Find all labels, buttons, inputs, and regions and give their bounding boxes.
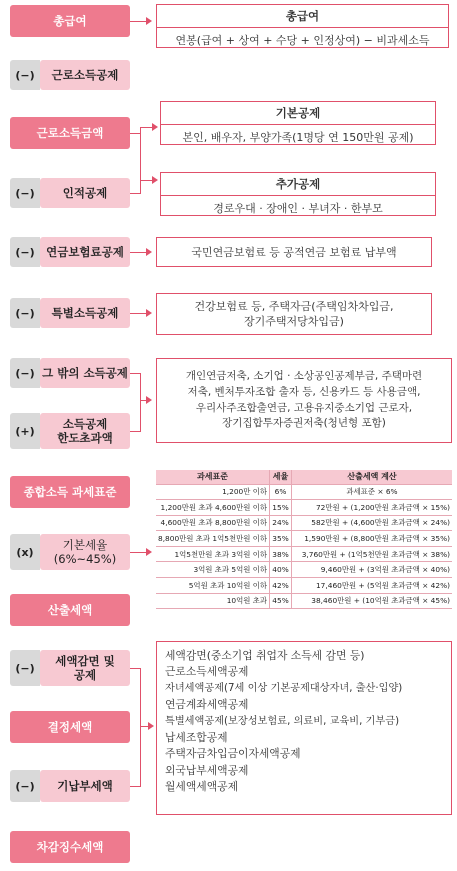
minus-sign: (−) — [10, 650, 40, 686]
arrow-right-icon — [152, 176, 158, 184]
plus-sign: (+) — [10, 413, 40, 449]
connector — [130, 373, 140, 374]
table-header-row — [156, 470, 452, 484]
table-cell: 24% — [270, 515, 292, 531]
additional-deduction-title: 추가공제 — [161, 173, 435, 196]
table-row — [156, 515, 452, 531]
credit-item: 외국납부세액공제 — [165, 763, 249, 777]
minus-sign: (−) — [10, 770, 40, 802]
table-row — [156, 578, 452, 594]
table-cell: 8,800만원 초과 1억5천만원 이하 — [156, 531, 270, 547]
table-header: 세율 — [270, 470, 292, 484]
table-cell: 72만원 + (1,200만원 초과금액 × 15%) — [292, 500, 452, 516]
connector — [130, 21, 146, 22]
table-cell: 1억5천만원 초과 3억원 이하 — [156, 546, 270, 562]
table-cell: 40% — [270, 562, 292, 578]
minus-sign: (−) — [10, 358, 40, 388]
table-cell: 38,460만원 + (10억원 초과금액 × 45%) — [292, 593, 452, 609]
special-detail — [156, 293, 432, 335]
table-row — [156, 546, 452, 562]
arrow-right-icon — [146, 396, 152, 404]
arrow-right-icon — [152, 123, 158, 131]
table-header: 과세표준 — [156, 470, 270, 484]
gross-salary-detail — [156, 4, 449, 48]
calculated-tax-box: 산출세액 — [10, 594, 130, 626]
special-deduction-box: 특별소득공제 — [40, 298, 130, 328]
pension-deduction-box: 연금보험료공제 — [40, 237, 130, 267]
arrow-right-icon — [146, 309, 152, 317]
table-header: 산출세액 계산 — [292, 470, 452, 484]
connector — [130, 786, 140, 787]
credit-item: 연금계좌세액공제 — [165, 698, 249, 712]
table-cell: 6% — [270, 484, 292, 500]
table-row — [156, 484, 452, 500]
gross-salary-box: 총급여 — [10, 5, 130, 37]
connector — [130, 552, 146, 553]
table-row — [156, 531, 452, 547]
connector — [140, 373, 141, 432]
credit-item: 월세액세액공제 — [165, 780, 239, 794]
table-cell: 10억원 초과 — [156, 593, 270, 609]
credit-item: 세액감면(중소기업 취업자 소득세 감면 등) — [165, 649, 365, 662]
gross-salary-detail-body: 연봉(급여 + 상여 + 수당 + 인정상여) − 비과세소득 — [175, 34, 430, 47]
connector — [140, 127, 152, 128]
connector — [140, 180, 152, 181]
connector — [140, 726, 148, 727]
credit-item: 자녀세액공제(7세 이상 기본공제대상자녀, 출산·입양) — [165, 682, 403, 694]
pension-detail-text: 국민연금보험료 등 공적연금 보험료 납부액 — [191, 246, 397, 259]
earned-income-amount-box: 근로소득금액 — [10, 117, 130, 149]
connector — [130, 133, 140, 134]
personal-deduction-box: 인적공제 — [40, 178, 130, 208]
basic-deduction-detail — [160, 101, 436, 145]
table-row — [156, 562, 452, 578]
basic-deduction-body: 본인, 배우자, 부양가족(1명당 연 150만원 공제) — [182, 131, 414, 144]
minus-sign: (−) — [10, 298, 40, 328]
table-row — [156, 593, 452, 609]
additional-deduction-body: 경로우대 · 장애인 · 부녀자 · 한부모 — [213, 202, 383, 215]
table-cell: 4,600만원 초과 8,800만원 이하 — [156, 515, 270, 531]
excess-limit-box: 소득공제 한도초과액 — [40, 413, 130, 449]
arrow-right-icon — [146, 548, 152, 556]
table-cell: 582만원 + (4,600만원 초과금액 × 24%) — [292, 515, 452, 531]
table-cell: 38% — [270, 546, 292, 562]
additional-deduction-detail — [160, 172, 436, 216]
basic-rate-box: 기본세율 (6%~45%) — [40, 534, 130, 570]
credit-item: 특별세액공제(보장성보험료, 의료비, 교육비, 기부금) — [165, 715, 400, 727]
table-cell: 1,590만원 + (8,800만원 초과금액 × 35%) — [292, 531, 452, 547]
credit-item: 근로소득세액공제 — [165, 665, 249, 679]
table-cell: 3,760만원 + (1억5천만원 초과금액 × 38%) — [292, 546, 452, 562]
minus-sign: (−) — [10, 60, 40, 90]
table-cell: 9,460만원 + (3억원 초과금액 × 40%) — [292, 562, 452, 578]
table-cell: 5억원 초과 10억원 이하 — [156, 578, 270, 594]
pension-detail — [156, 237, 432, 267]
table-cell: 35% — [270, 531, 292, 547]
credit-item: 납세조합공제 — [165, 731, 228, 745]
other-deduction-detail — [156, 358, 452, 443]
table-row — [156, 500, 452, 516]
arrow-right-icon — [148, 722, 154, 730]
other-deduction-box: 그 밖의 소득공제 — [40, 358, 130, 388]
table-cell: 17,460만원 + (5억원 초과금액 × 42%) — [292, 578, 452, 594]
other-deduction-detail-text: 개인연금저축, 소기업 · 소상공인공제부금, 주택마련 저축, 벤처투자조합 출자 등, 신용카드 등 사용금액, 우리사주조합출연금, 고용유지중소기업 근로자, 장기집합투자증권저축(청년형 포함) — [185, 370, 423, 430]
final-tax-box: 차감징수세액 — [10, 831, 130, 863]
determined-tax-box: 결정세액 — [10, 711, 130, 743]
table-cell: 과세표준 × 6% — [292, 484, 452, 500]
arrow-right-icon — [146, 17, 152, 25]
table-cell: 1,200만원 초과 4,600만원 이하 — [156, 500, 270, 516]
connector — [140, 668, 141, 787]
connector — [140, 127, 141, 194]
table-cell: 15% — [270, 500, 292, 516]
connector — [130, 431, 140, 432]
tax-credit-detail — [156, 641, 452, 815]
prepaid-tax-box: 기납부세액 — [40, 770, 130, 802]
credit-item: 주택자금차입금이자세액공제 — [165, 747, 301, 761]
special-detail-text: 건강보험료 등, 주택자금(주택임차차입금, 장기주택저당차입금) — [194, 299, 394, 328]
basic-deduction-title: 기본공제 — [161, 102, 435, 125]
tax-rate-table — [156, 470, 452, 609]
minus-sign: (−) — [10, 178, 40, 208]
connector — [130, 313, 146, 314]
table-cell: 1,200만 이하 — [156, 484, 270, 500]
table-cell: 3억원 초과 5억원 이하 — [156, 562, 270, 578]
minus-sign: (−) — [10, 237, 40, 267]
gross-salary-detail-title: 총급여 — [157, 5, 448, 28]
arrow-right-icon — [146, 248, 152, 256]
times-sign: (x) — [10, 534, 40, 570]
connector — [130, 193, 140, 194]
table-cell: 45% — [270, 593, 292, 609]
connector — [130, 668, 140, 669]
table-cell: 42% — [270, 578, 292, 594]
tax-base-box: 종합소득 과세표준 — [10, 476, 130, 508]
earned-income-deduction-box: 근로소득공제 — [40, 60, 130, 90]
tax-credit-box: 세액감면 및 공제 — [40, 650, 130, 686]
connector — [130, 252, 146, 253]
